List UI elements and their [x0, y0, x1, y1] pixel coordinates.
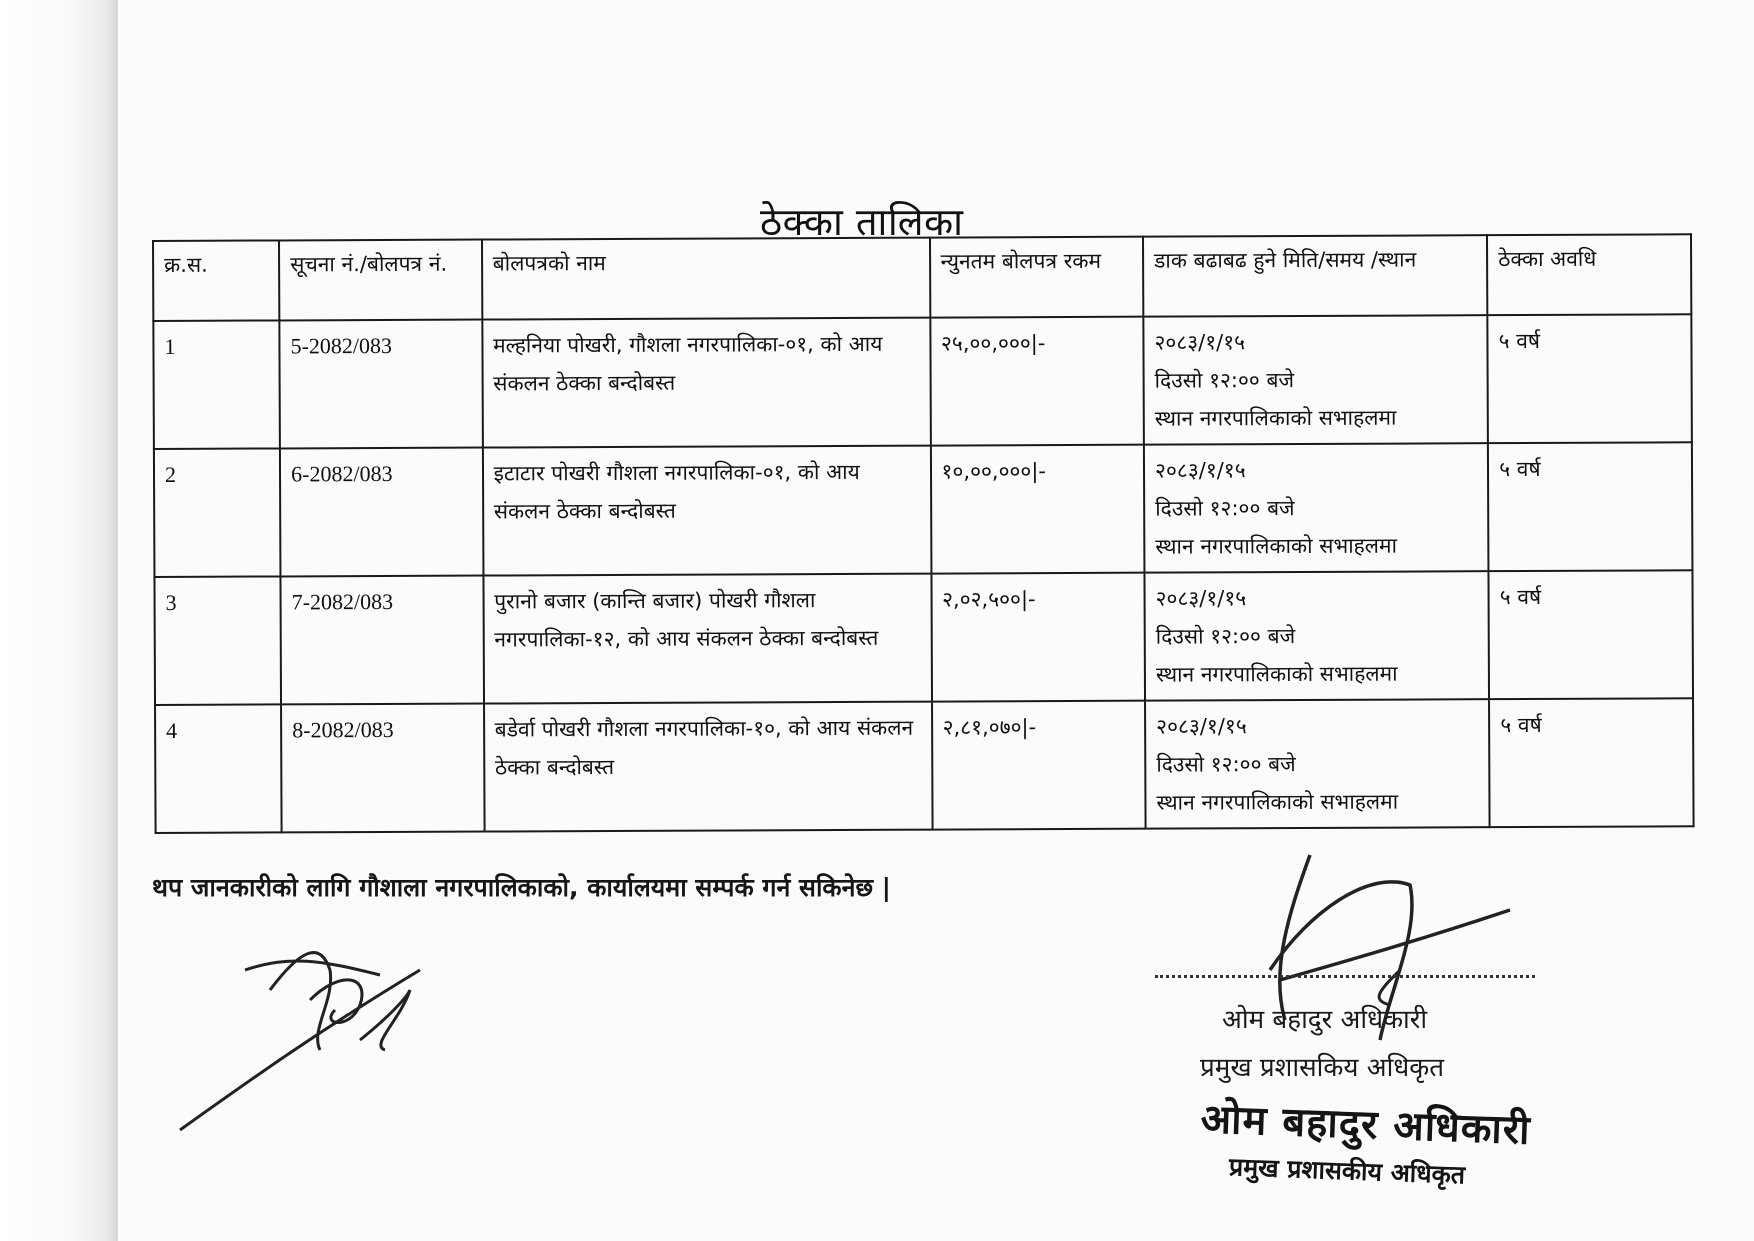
cell-tender-name: मल्हनिया पोखरी, गौशला नगरपालिका-०१, को आय संकलन ठेक्का बन्दोबस्त [482, 318, 930, 448]
cell-serial: 1 [153, 320, 280, 449]
auction-venue: स्थान नगरपालिकाको सभाहलमा [1156, 789, 1399, 815]
footer-note: थप जानकारीको लागि गौशाला नगरपालिकाको, कार्यालयमा सम्पर्क गर्न सकिनेछ | [152, 873, 891, 902]
auction-date: २०८३/१/१५ [1154, 330, 1246, 355]
official-stamp [1198, 1089, 1531, 1193]
stamp-role: प्रमुख प्रशासकीय अधिकृत [1228, 1152, 1466, 1190]
cell-tender-name: इटाटार पोखरी गौशला नगरपालिका-०१, को आय संकलन ठेक्का बन्दोबस्त [483, 446, 931, 576]
header-notice-number: सूचना नं./बोलपत्र नं. [279, 240, 482, 321]
cell-contract-duration: ५ वर्ष [1488, 442, 1692, 571]
tender-table [152, 233, 1695, 834]
header-minimum-amount: न्युनतम बोलपत्र रकम [929, 237, 1143, 318]
cell-tender-name: पुरानो बजार (कान्ति बजार) पोखरी गौशला नगरपालिका-१२, को आय संकलन ठेक्का बन्दोबस्त [483, 574, 931, 704]
table-row [155, 698, 1694, 833]
cell-tender-name: बडेर्वा पोखरी गौशला नगरपालिका-१०, को आय संकलन ठेक्का बन्दोबस्त [484, 702, 932, 832]
auction-venue: स्थान नगरपालिकाको सभाहलमा [1155, 661, 1398, 687]
auction-date: २०८३/१/१५ [1156, 714, 1247, 739]
auction-venue: स्थान नगरपालिकाको सभाहलमा [1155, 533, 1398, 559]
auction-date: २०८३/१/१५ [1154, 458, 1246, 483]
cell-serial: 4 [155, 704, 282, 833]
cell-auction-datetime-venue [1144, 571, 1489, 701]
signature-line [1155, 975, 1535, 978]
cell-serial: 3 [154, 576, 281, 705]
cell-contract-duration: ५ वर्ष [1489, 698, 1693, 827]
cell-serial: 2 [154, 448, 281, 577]
left-signature [170, 930, 460, 1140]
auction-venue: स्थान नगरपालिकाको सभाहलमा [1154, 405, 1397, 431]
signatory-name: ओम बहादुर अधिकारी [1222, 1005, 1428, 1035]
cell-minimum-amount: १०,००,०००|- [930, 445, 1144, 574]
cell-notice-number: 8-2082/083 [281, 704, 484, 833]
cell-minimum-amount: २५,००,०००|- [930, 317, 1144, 446]
scan-edge [0, 0, 118, 1241]
cell-auction-datetime-venue [1143, 315, 1488, 445]
table-row [153, 314, 1692, 449]
header-contract-duration: ठेक्का अवधि [1487, 234, 1691, 315]
cell-auction-datetime-venue [1145, 699, 1490, 829]
stamp-name: ओम बहादुर अधिकारी [1199, 1096, 1532, 1154]
signatory-role: प्रमुख प्रशासकिय अधिकृत [1200, 1053, 1445, 1083]
auction-time: दिउसो १२:०० बजे [1154, 368, 1295, 393]
cell-contract-duration: ५ वर्ष [1489, 570, 1693, 699]
auction-date: २०८३/१/१५ [1155, 586, 1247, 611]
header-auction-datetime-venue: डाक बढाबढ हुने मिति/समय /स्थान [1143, 235, 1488, 317]
table-row [154, 442, 1693, 577]
document-title: ठेक्का तालिका [760, 200, 964, 244]
auction-time: दिउसो १२:०० बजे [1155, 624, 1296, 649]
header-serial: क्र.स. [153, 240, 279, 321]
header-tender-name: बोलपत्रको नाम [482, 238, 930, 320]
cell-auction-datetime-venue [1144, 443, 1489, 573]
auction-time: दिउसो १२:०० बजे [1155, 496, 1295, 521]
cell-notice-number: 5-2082/083 [279, 320, 482, 449]
cell-notice-number: 6-2082/083 [280, 448, 483, 577]
cell-minimum-amount: २,८१,०७०|- [932, 701, 1146, 830]
table-header-row [153, 234, 1691, 321]
cell-contract-duration: ५ वर्ष [1488, 314, 1692, 443]
table-row [154, 570, 1693, 705]
cell-minimum-amount: २,०२,५००|- [931, 573, 1145, 702]
cell-notice-number: 7-2082/083 [281, 576, 484, 705]
auction-time: दिउसो १२:०० बजे [1156, 752, 1296, 777]
